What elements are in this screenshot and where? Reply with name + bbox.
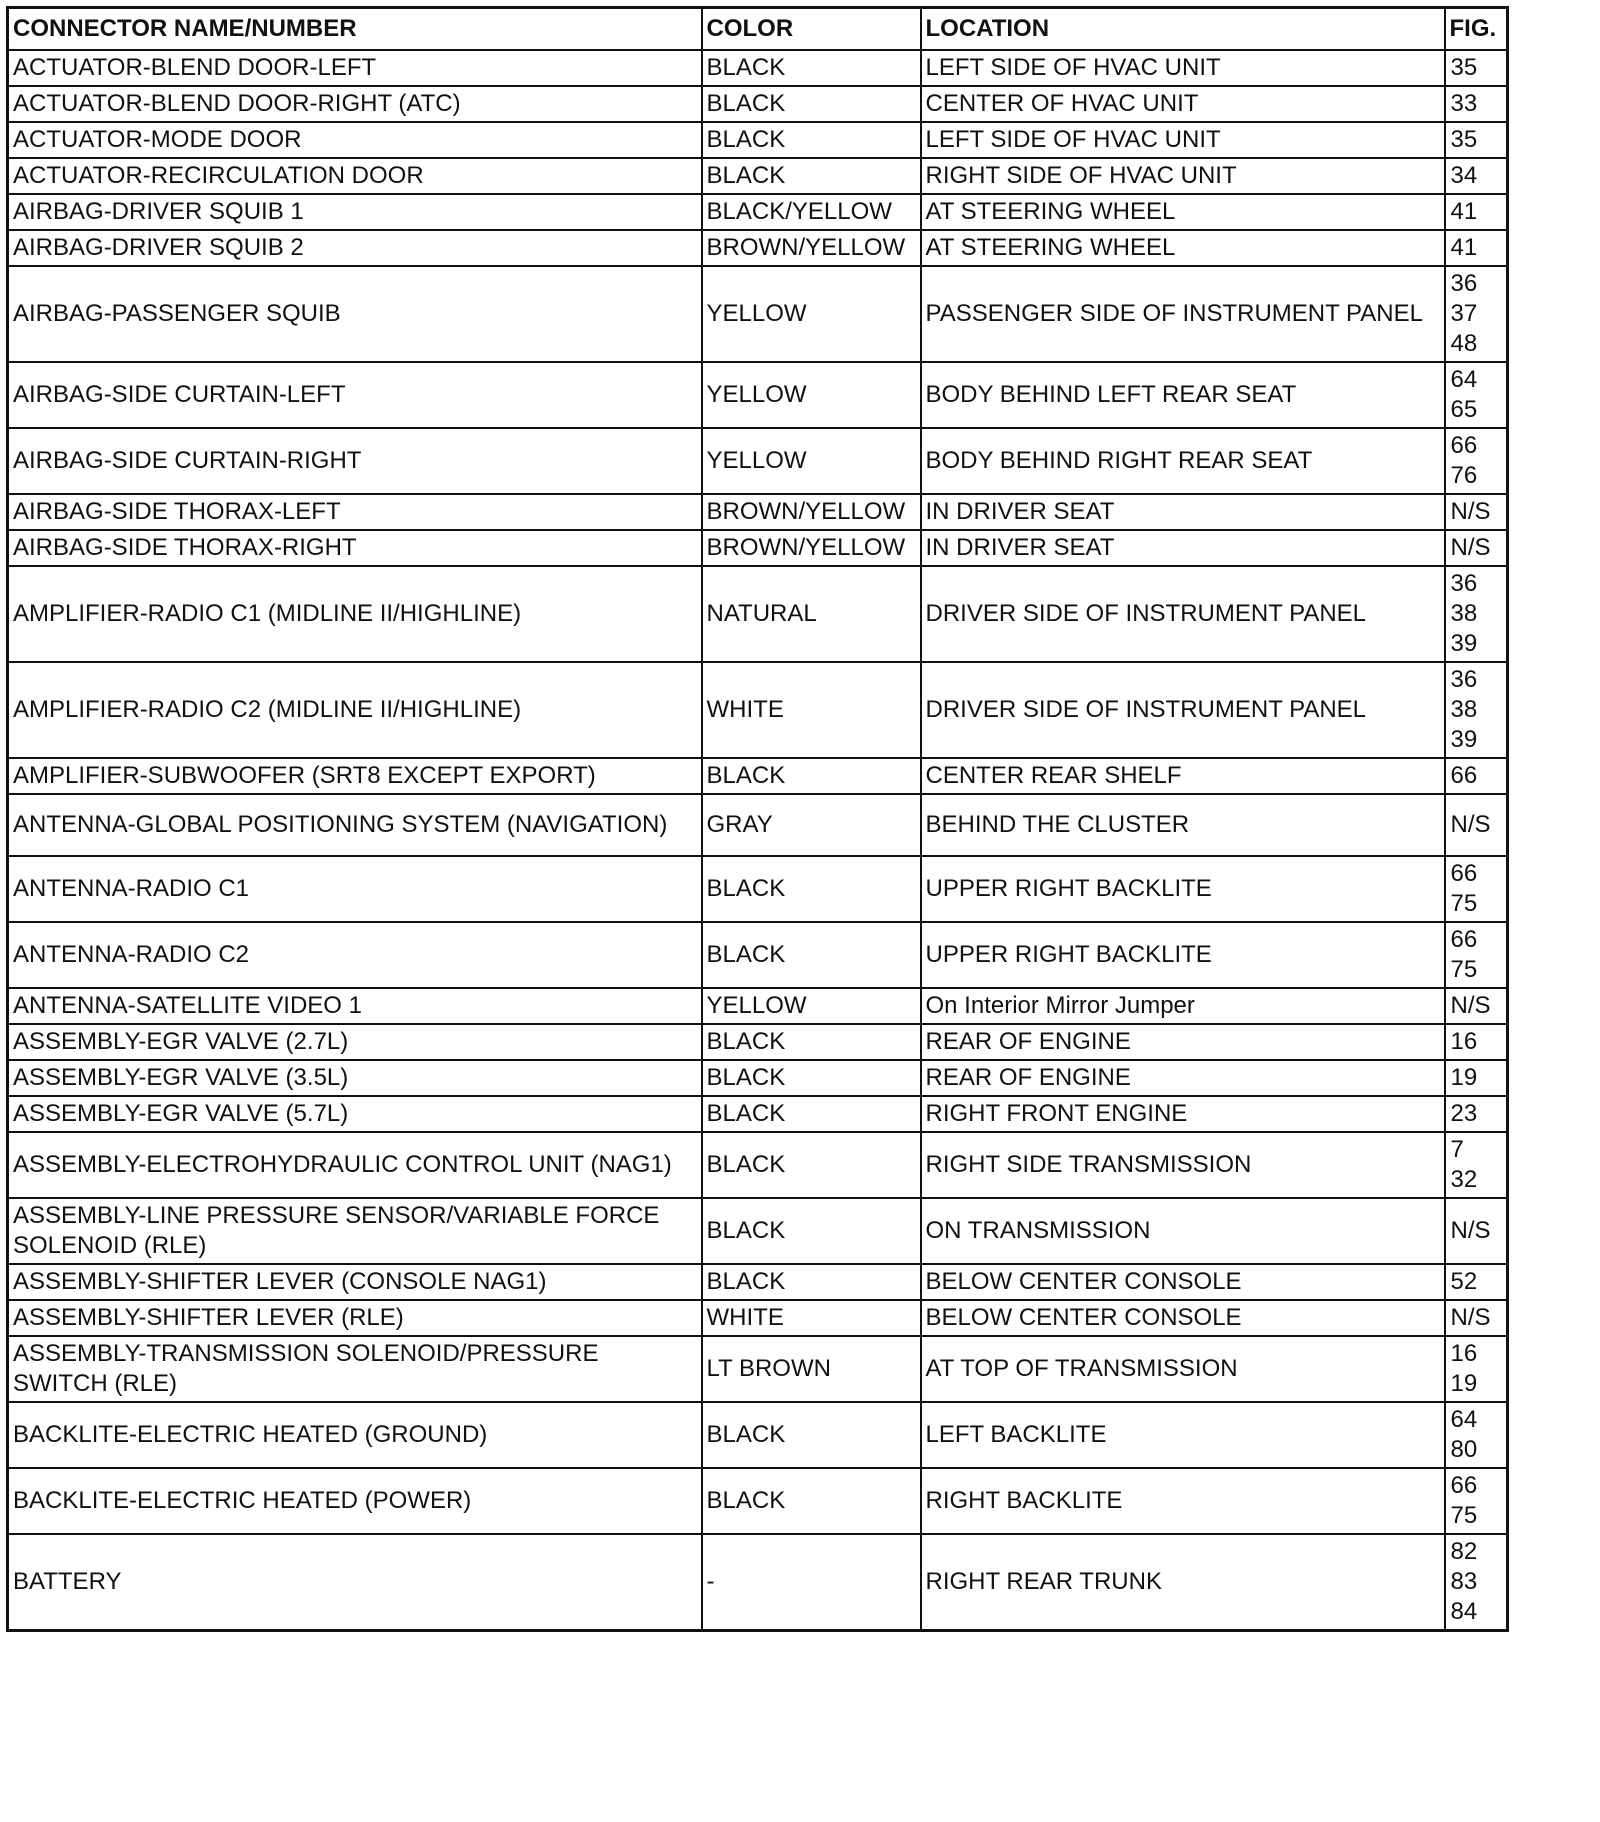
cell-connector-name: ASSEMBLY-SHIFTER LEVER (CONSOLE NAG1) [8, 1264, 702, 1300]
table-header-row [8, 8, 1508, 51]
cell-connector-name: AMPLIFIER-RADIO C2 (MIDLINE II/HIGHLINE) [8, 662, 702, 758]
cell-color: BLACK/YELLOW [702, 194, 921, 230]
cell-connector-name: ANTENNA-RADIO C1 [8, 856, 702, 922]
table-row [8, 856, 1508, 922]
cell-connector-name: AIRBAG-DRIVER SQUIB 1 [8, 194, 702, 230]
cell-fig: N/S [1445, 1300, 1508, 1336]
cell-location: LEFT SIDE OF HVAC UNIT [921, 50, 1445, 86]
cell-connector-name: ASSEMBLY-EGR VALVE (3.5L) [8, 1060, 702, 1096]
table-row [8, 266, 1508, 362]
cell-fig: 36 38 39 [1445, 662, 1508, 758]
cell-fig: 34 [1445, 158, 1508, 194]
table-row [8, 50, 1508, 86]
cell-fig: 35 [1445, 122, 1508, 158]
cell-location: RIGHT FRONT ENGINE [921, 1096, 1445, 1132]
cell-connector-name: BATTERY [8, 1534, 702, 1631]
cell-color: BLACK [702, 856, 921, 922]
table-row [8, 566, 1508, 662]
table-row [8, 1468, 1508, 1534]
table-row [8, 1060, 1508, 1096]
cell-location: CENTER REAR SHELF [921, 758, 1445, 794]
cell-fig: N/S [1445, 494, 1508, 530]
cell-fig: N/S [1445, 988, 1508, 1024]
cell-connector-name: ASSEMBLY-EGR VALVE (2.7L) [8, 1024, 702, 1060]
cell-connector-name: AMPLIFIER-RADIO C1 (MIDLINE II/HIGHLINE) [8, 566, 702, 662]
cell-color: BLACK [702, 50, 921, 86]
cell-color: BLACK [702, 86, 921, 122]
cell-fig: 66 75 [1445, 856, 1508, 922]
cell-fig: 66 [1445, 758, 1508, 794]
table-row [8, 530, 1508, 566]
table-row [8, 1198, 1508, 1264]
cell-color: NATURAL [702, 566, 921, 662]
cell-connector-name: ASSEMBLY-ELECTROHYDRAULIC CONTROL UNIT (NAG1) [8, 1132, 702, 1198]
cell-location: RIGHT REAR TRUNK [921, 1534, 1445, 1631]
cell-color: - [702, 1534, 921, 1631]
cell-connector-name: AIRBAG-SIDE THORAX-LEFT [8, 494, 702, 530]
cell-fig: 36 38 39 [1445, 566, 1508, 662]
cell-color: BLACK [702, 1024, 921, 1060]
header-color: COLOR [702, 8, 921, 51]
table-row [8, 1534, 1508, 1631]
cell-color: WHITE [702, 662, 921, 758]
cell-fig: 19 [1445, 1060, 1508, 1096]
cell-location: On Interior Mirror Jumper [921, 988, 1445, 1024]
table-row [8, 158, 1508, 194]
cell-connector-name: ASSEMBLY-SHIFTER LEVER (RLE) [8, 1300, 702, 1336]
cell-location: DRIVER SIDE OF INSTRUMENT PANEL [921, 662, 1445, 758]
cell-color: BROWN/YELLOW [702, 530, 921, 566]
header-fig: FIG. [1445, 8, 1508, 51]
cell-connector-name: ANTENNA-GLOBAL POSITIONING SYSTEM (NAVIGATION) [8, 794, 702, 856]
cell-color: BLACK [702, 1096, 921, 1132]
cell-connector-name: AIRBAG-SIDE CURTAIN-RIGHT [8, 428, 702, 494]
cell-location: AT STEERING WHEEL [921, 230, 1445, 266]
cell-fig: 64 65 [1445, 362, 1508, 428]
cell-color: YELLOW [702, 988, 921, 1024]
cell-location: BODY BEHIND RIGHT REAR SEAT [921, 428, 1445, 494]
cell-color: BLACK [702, 1198, 921, 1264]
cell-location: IN DRIVER SEAT [921, 530, 1445, 566]
cell-connector-name: AIRBAG-PASSENGER SQUIB [8, 266, 702, 362]
cell-connector-name: ACTUATOR-BLEND DOOR-LEFT [8, 50, 702, 86]
cell-connector-name: ANTENNA-SATELLITE VIDEO 1 [8, 988, 702, 1024]
cell-location: BELOW CENTER CONSOLE [921, 1300, 1445, 1336]
cell-connector-name: ASSEMBLY-TRANSMISSION SOLENOID/PRESSURE SWITCH (RLE) [8, 1336, 702, 1402]
cell-fig: 41 [1445, 194, 1508, 230]
cell-location: PASSENGER SIDE OF INSTRUMENT PANEL [921, 266, 1445, 362]
cell-connector-name: AIRBAG-SIDE THORAX-RIGHT [8, 530, 702, 566]
cell-location: UPPER RIGHT BACKLITE [921, 856, 1445, 922]
table-row [8, 758, 1508, 794]
cell-location: LEFT BACKLITE [921, 1402, 1445, 1468]
table-row [8, 1096, 1508, 1132]
cell-fig: 66 75 [1445, 922, 1508, 988]
cell-color: BROWN/YELLOW [702, 494, 921, 530]
cell-connector-name: BACKLITE-ELECTRIC HEATED (POWER) [8, 1468, 702, 1534]
cell-location: ON TRANSMISSION [921, 1198, 1445, 1264]
cell-color: BLACK [702, 1264, 921, 1300]
cell-color: BLACK [702, 1060, 921, 1096]
table-row [8, 230, 1508, 266]
table-row [8, 86, 1508, 122]
cell-fig: 36 37 48 [1445, 266, 1508, 362]
cell-connector-name: ASSEMBLY-LINE PRESSURE SENSOR/VARIABLE FORCE SOLENOID (RLE) [8, 1198, 702, 1264]
cell-location: IN DRIVER SEAT [921, 494, 1445, 530]
cell-location: DRIVER SIDE OF INSTRUMENT PANEL [921, 566, 1445, 662]
cell-fig: 16 [1445, 1024, 1508, 1060]
cell-fig: 7 32 [1445, 1132, 1508, 1198]
cell-location: BODY BEHIND LEFT REAR SEAT [921, 362, 1445, 428]
cell-fig: 23 [1445, 1096, 1508, 1132]
cell-fig: 66 76 [1445, 428, 1508, 494]
cell-fig: 35 [1445, 50, 1508, 86]
table-row [8, 1300, 1508, 1336]
cell-fig: 41 [1445, 230, 1508, 266]
cell-color: YELLOW [702, 362, 921, 428]
cell-fig: 33 [1445, 86, 1508, 122]
cell-color: GRAY [702, 794, 921, 856]
table-row [8, 428, 1508, 494]
cell-color: WHITE [702, 1300, 921, 1336]
cell-connector-name: AMPLIFIER-SUBWOOFER (SRT8 EXCEPT EXPORT) [8, 758, 702, 794]
cell-fig: 82 83 84 [1445, 1534, 1508, 1631]
cell-color: BLACK [702, 922, 921, 988]
cell-color: BLACK [702, 122, 921, 158]
table-row [8, 362, 1508, 428]
table-row [8, 494, 1508, 530]
cell-fig: 64 80 [1445, 1402, 1508, 1468]
cell-connector-name: ACTUATOR-RECIRCULATION DOOR [8, 158, 702, 194]
table-row [8, 1402, 1508, 1468]
table-body [8, 50, 1508, 1631]
cell-fig: 16 19 [1445, 1336, 1508, 1402]
cell-location: RIGHT SIDE TRANSMISSION [921, 1132, 1445, 1198]
cell-location: RIGHT BACKLITE [921, 1468, 1445, 1534]
table-row [8, 194, 1508, 230]
cell-color: YELLOW [702, 428, 921, 494]
cell-connector-name: ANTENNA-RADIO C2 [8, 922, 702, 988]
cell-color: BLACK [702, 758, 921, 794]
table-row [8, 988, 1508, 1024]
table-row [8, 1264, 1508, 1300]
cell-location: BELOW CENTER CONSOLE [921, 1264, 1445, 1300]
cell-connector-name: AIRBAG-DRIVER SQUIB 2 [8, 230, 702, 266]
cell-color: LT BROWN [702, 1336, 921, 1402]
cell-location: BEHIND THE CLUSTER [921, 794, 1445, 856]
cell-fig: N/S [1445, 794, 1508, 856]
cell-color: BROWN/YELLOW [702, 230, 921, 266]
cell-location: UPPER RIGHT BACKLITE [921, 922, 1445, 988]
cell-fig: N/S [1445, 1198, 1508, 1264]
cell-connector-name: ASSEMBLY-EGR VALVE (5.7L) [8, 1096, 702, 1132]
table-row [8, 794, 1508, 856]
cell-fig: N/S [1445, 530, 1508, 566]
table-row [8, 922, 1508, 988]
cell-color: BLACK [702, 158, 921, 194]
cell-connector-name: ACTUATOR-MODE DOOR [8, 122, 702, 158]
table-row [8, 1336, 1508, 1402]
cell-location: CENTER OF HVAC UNIT [921, 86, 1445, 122]
header-location: LOCATION [921, 8, 1445, 51]
table-row [8, 662, 1508, 758]
cell-connector-name: ACTUATOR-BLEND DOOR-RIGHT (ATC) [8, 86, 702, 122]
cell-location: REAR OF ENGINE [921, 1024, 1445, 1060]
cell-color: BLACK [702, 1402, 921, 1468]
cell-color: YELLOW [702, 266, 921, 362]
header-connector-name: CONNECTOR NAME/NUMBER [8, 8, 702, 51]
table-row [8, 1132, 1508, 1198]
cell-color: BLACK [702, 1132, 921, 1198]
cell-location: AT TOP OF TRANSMISSION [921, 1336, 1445, 1402]
cell-color: BLACK [702, 1468, 921, 1534]
cell-fig: 66 75 [1445, 1468, 1508, 1534]
connector-location-table [6, 6, 1509, 1632]
cell-location: LEFT SIDE OF HVAC UNIT [921, 122, 1445, 158]
table-row [8, 122, 1508, 158]
cell-connector-name: AIRBAG-SIDE CURTAIN-LEFT [8, 362, 702, 428]
cell-location: AT STEERING WHEEL [921, 194, 1445, 230]
table-row [8, 1024, 1508, 1060]
cell-connector-name: BACKLITE-ELECTRIC HEATED (GROUND) [8, 1402, 702, 1468]
cell-location: RIGHT SIDE OF HVAC UNIT [921, 158, 1445, 194]
cell-location: REAR OF ENGINE [921, 1060, 1445, 1096]
cell-fig: 52 [1445, 1264, 1508, 1300]
